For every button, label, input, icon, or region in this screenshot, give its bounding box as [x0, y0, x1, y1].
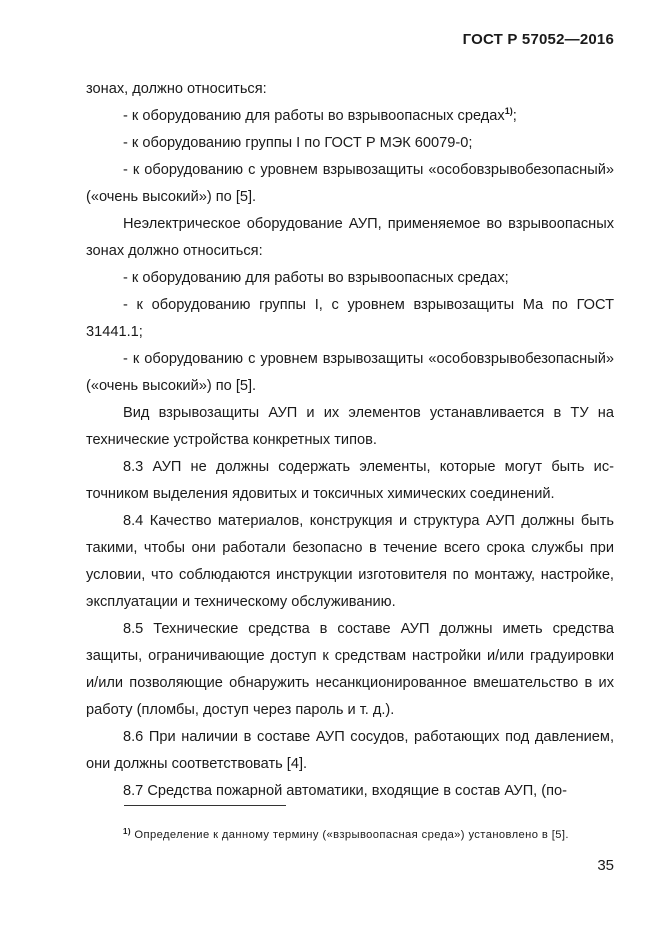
paragraph: 8.7 Средства пожарной автоматики, входящие в состав АУП, (по-: [123, 783, 568, 799]
paragraph: Неэлектрическое оборудование АУП, применяемое во взрывоопасных зонах должно относиться:: [86, 216, 614, 259]
footnote-text: [86, 826, 614, 844]
paragraph-text: - к оборудованию для работы во взрывоопасных средах: [123, 108, 505, 124]
body-text: [86, 76, 614, 805]
page-number: 35: [597, 857, 614, 874]
paragraph: 8.5 Технические средства в составе АУП должны иметь средства защиты, ограничивающие доступ к средствам настройки и/или градуировки и/или позволяющие обнаружить несанкционированное вмешательство в их работу (пломбы, доступ через пароль и т. д.).: [86, 621, 614, 718]
paragraph: 8.4 Качество материалов, конструкция и структура АУП должны быть такими, чтобы они работали безопасно в течение всего срока службы при условии, что соблюдаются инструкции изготовителя по монтажу, настройке, эксплуатации и техническому обслуживанию.: [86, 513, 614, 610]
paragraph: - к оборудованию группы I, с уровнем взрывозащиты Ма по ГОСТ 31441.1;: [86, 297, 614, 340]
footnote: [86, 826, 614, 844]
paragraph: - к оборудованию с уровнем взрывозащиты «особовзрывобезопасный» («очень высокий») по [5].: [86, 351, 614, 394]
document-id-header: ГОСТ Р 57052—2016: [462, 31, 614, 48]
paragraph: - к оборудованию группы I по ГОСТ Р МЭК 60079-0;: [123, 135, 473, 151]
paragraph: 8.6 При наличии в составе АУП сосудов, работающих под давлением, они должны соответствовать [4].: [86, 729, 614, 772]
paragraph: - к оборудованию для работы во взрывоопасных средах;: [123, 270, 509, 286]
footnote-mark: 1): [123, 827, 131, 836]
footnote-divider: [124, 805, 286, 806]
paragraph: [86, 103, 614, 130]
footnote-body: Определение к данному термину («взрывоопасная среда») установлено в [5].: [130, 829, 569, 841]
footnote-reference: 1): [504, 106, 513, 116]
paragraph: зонах, должно относиться:: [86, 81, 267, 97]
paragraph: Вид взрывозащиты АУП и их элементов устанавливается в ТУ на технические устройства конкретных типов.: [86, 405, 614, 448]
paragraph: 8.3 АУП не должны содержать элементы, которые могут быть источником выделения ядовитых и токсичных химических соединений.: [86, 459, 614, 502]
paragraph: - к оборудованию с уровнем взрывозащиты «особовзрывобезопасный» («очень высокий») по [5].: [86, 162, 614, 205]
paragraph-text-tail: ;: [512, 108, 517, 124]
